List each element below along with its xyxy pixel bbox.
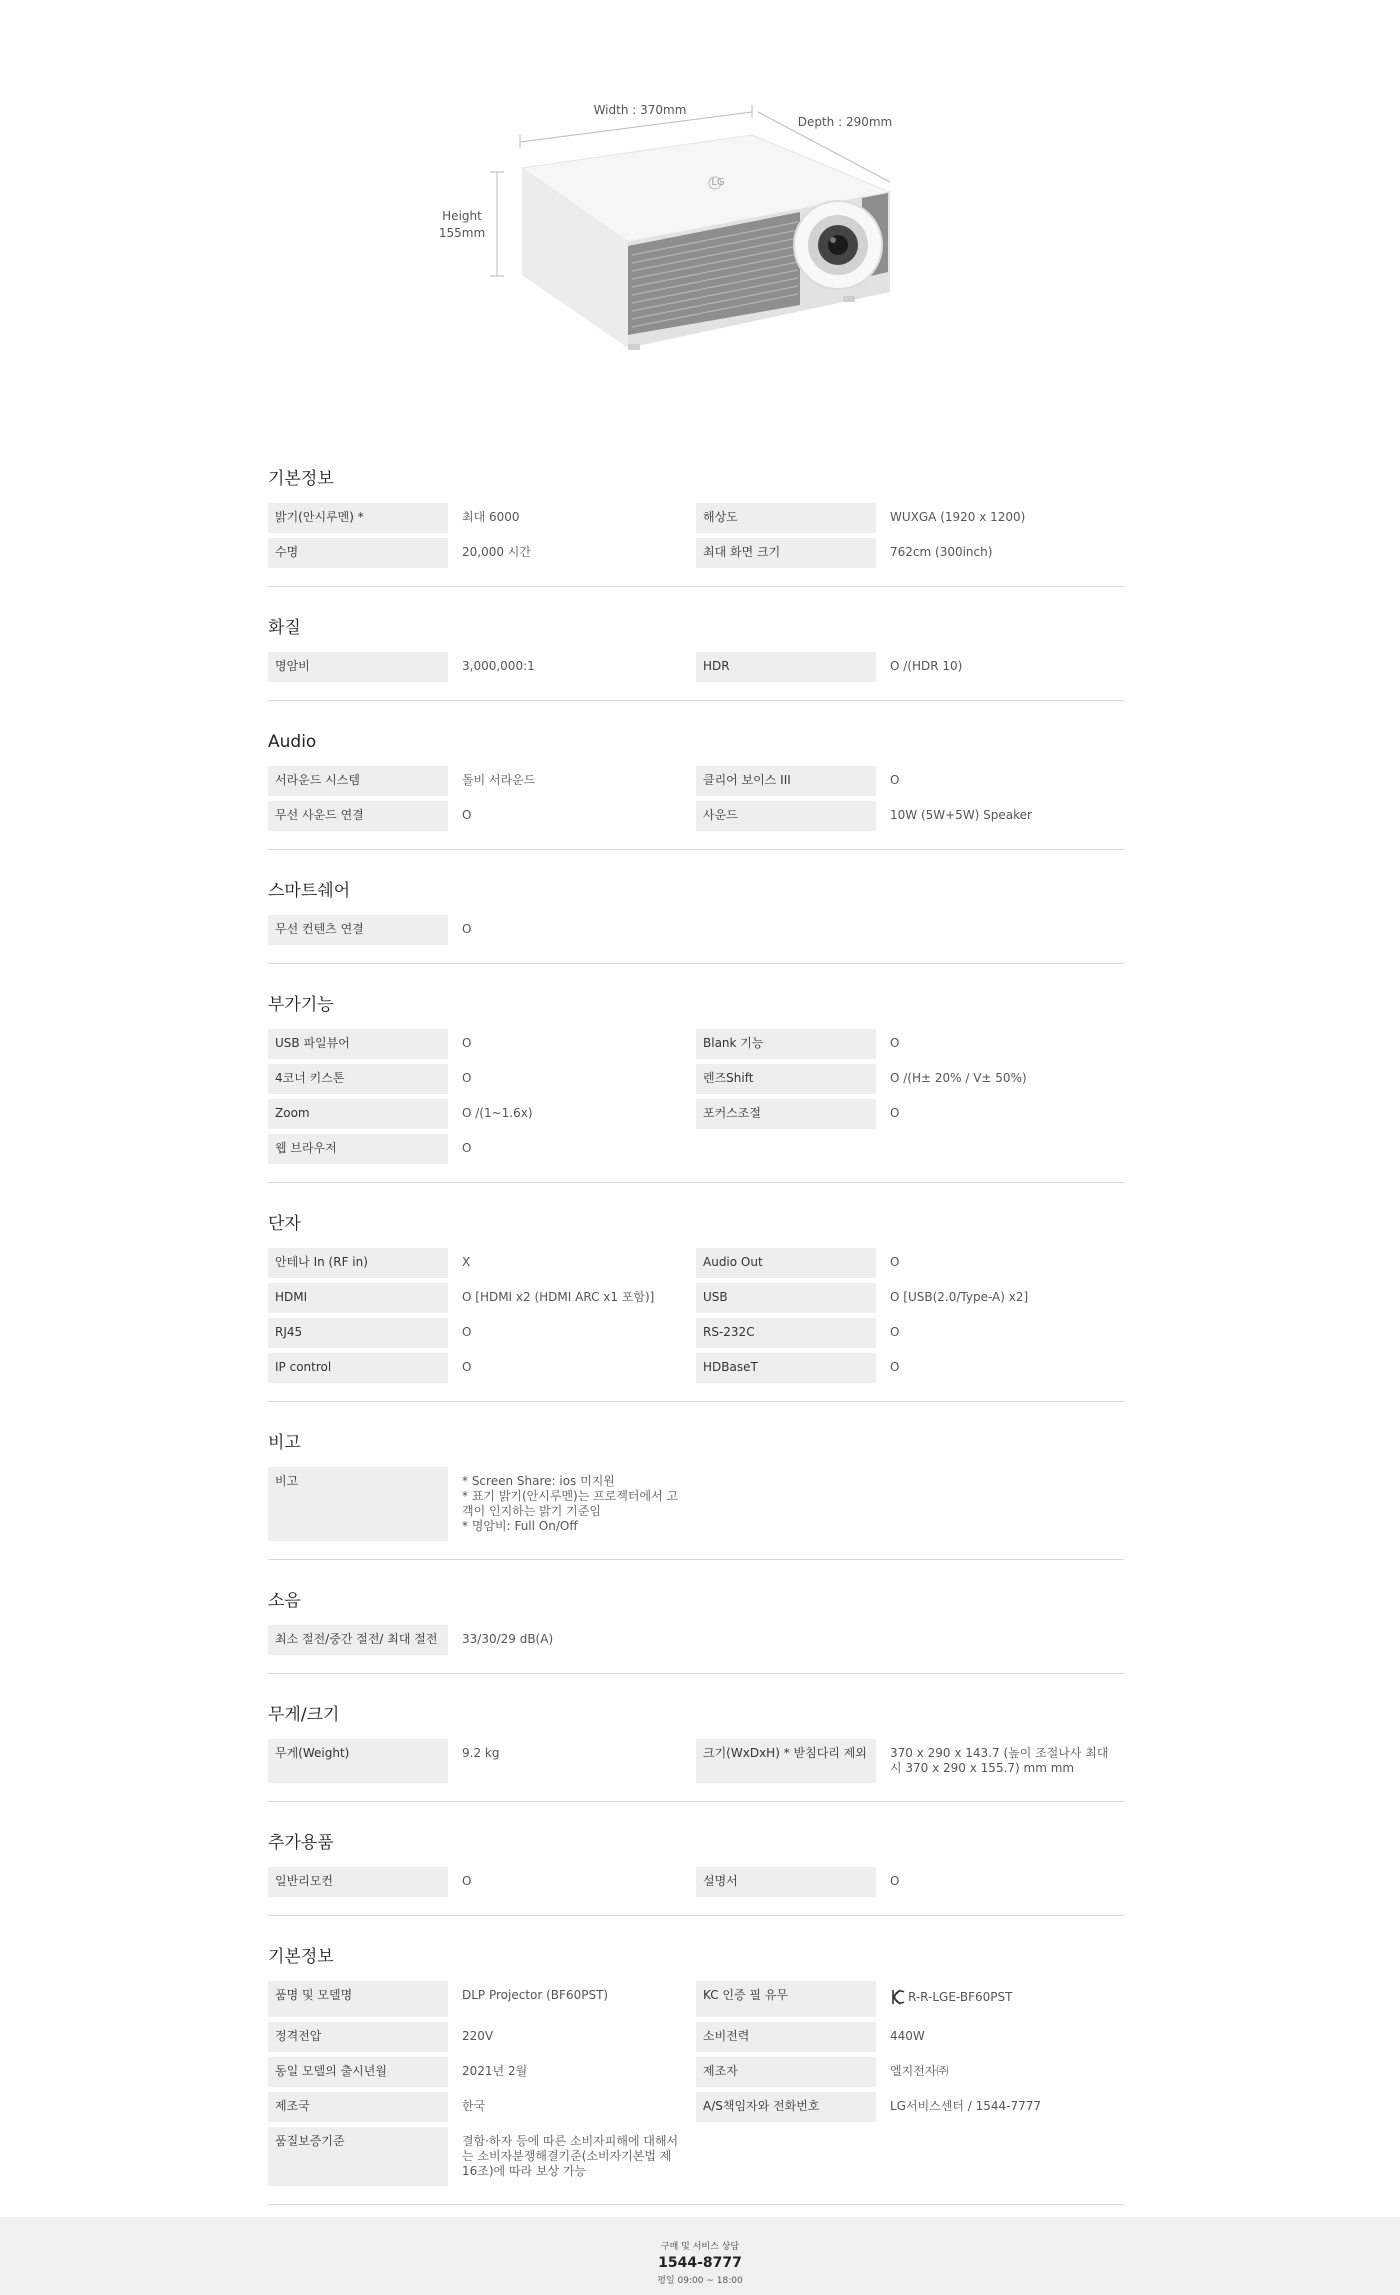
spec-label: HDMI — [268, 1283, 448, 1313]
spec-section — [268, 468, 1124, 587]
spec-label: 4코너 키스톤 — [268, 1064, 448, 1094]
spec-grid — [268, 1867, 1124, 1897]
spec-label: 크기(WxDxH) * 받침다리 제외 — [696, 1739, 876, 1783]
spec-value — [876, 915, 1124, 945]
spec-value: O /(1~1.6x) — [462, 1106, 533, 1120]
spec-label: 최소 절전/중간 절전/ 최대 절전 — [268, 1625, 448, 1655]
spec-value: 370 x 290 x 143.7 (높이 조절나사 최대시 370 x 290 x 155.7) mm mm — [890, 1746, 1109, 1775]
spec-label: 수명 — [268, 538, 448, 568]
spec-grid — [268, 1248, 1124, 1383]
spec-label — [696, 1467, 876, 1541]
spec-label: 품질보증기준 — [268, 2127, 448, 2186]
spec-label: 사운드 — [696, 801, 876, 831]
spec-section — [268, 1946, 1124, 2205]
spec-value: O — [462, 922, 472, 936]
spec-value: 10W (5W+5W) Speaker — [890, 808, 1032, 822]
spec-grid — [268, 1739, 1124, 1783]
brand-logo: LG — [711, 177, 725, 188]
spec-value: * Screen Share: ios 미지원 * 표기 밝기(안시루멘)는 프로젝터에서 고객이 인지하는 밝기 기준임 * 명암비: Full On/Off — [462, 1474, 679, 1533]
spec-label: 클리어 보이스 III — [696, 766, 876, 796]
section-title: 부가기능 — [268, 995, 334, 1015]
spec-label — [696, 1134, 876, 1164]
spec-value — [876, 2127, 1124, 2186]
spec-grid — [268, 503, 1124, 568]
section-title: 추가용품 — [268, 1833, 334, 1853]
spec-value — [876, 1134, 1124, 1164]
spec-value: O — [462, 1141, 472, 1155]
height-label-value: 155mm — [438, 226, 486, 240]
spec-value: O — [890, 773, 900, 787]
spec-label: 무게(Weight) — [268, 1739, 448, 1783]
spec-label: USB 파일뷰어 — [268, 1029, 448, 1059]
spec-value: 33/30/29 dB(A) — [462, 1632, 554, 1646]
projector-image — [0, 0, 1400, 400]
spec-value: LG서비스센터 / 1544-7777 — [890, 2099, 1042, 2113]
spec-value: 2021년 2월 — [462, 2064, 528, 2078]
spec-value: 3,000,000:1 — [462, 659, 535, 673]
spec-value: O — [890, 1874, 900, 1888]
spec-label: 정격전압 — [268, 2022, 448, 2052]
section-title: Audio — [268, 732, 317, 752]
spec-section — [268, 1832, 1124, 1916]
spec-value: 돌비 서라운드 — [462, 773, 536, 787]
spec-label: 제조국 — [268, 2092, 448, 2122]
spec-value: 최대 6000 — [462, 510, 520, 524]
spec-grid — [268, 915, 1124, 945]
spec-value: O — [890, 1106, 900, 1120]
section-title: 화질 — [268, 618, 301, 638]
spec-value: O — [462, 1325, 472, 1339]
spec-value: WUXGA (1920 x 1200) — [890, 510, 1026, 524]
spec-label: 서라운드 시스템 — [268, 766, 448, 796]
section-title: 기본정보 — [268, 469, 334, 489]
spec-label: Audio Out — [696, 1248, 876, 1278]
spec-value: O — [890, 1255, 900, 1269]
spec-value: O /(H± 20% / V± 50%) — [890, 1071, 1027, 1085]
spec-grid — [268, 652, 1124, 682]
spec-section — [268, 994, 1124, 1183]
spec-value: 440W — [890, 2029, 925, 2043]
contact-footer — [0, 2217, 1400, 2295]
footer-label: 구매 및 서비스 상담 — [660, 2242, 740, 2252]
spec-label: 일반리모컨 — [268, 1867, 448, 1897]
spec-label: RS-232C — [696, 1318, 876, 1348]
footer-phone[interactable]: 1544-8777 — [658, 2255, 742, 2271]
spec-label: 품명 및 모델명 — [268, 1981, 448, 2017]
spec-value: 한국 — [462, 2099, 486, 2113]
spec-section — [268, 1213, 1124, 1402]
spec-label: Zoom — [268, 1099, 448, 1129]
spec-section — [268, 1704, 1124, 1802]
section-title: 단자 — [268, 1214, 301, 1234]
spec-label: 해상도 — [696, 503, 876, 533]
spec-value: O [HDMI x2 (HDMI ARC x1 포함)] — [462, 1290, 655, 1304]
spec-grid — [268, 1467, 1124, 1541]
spec-section — [268, 1432, 1124, 1560]
spec-value: 762cm (300inch) — [890, 545, 993, 559]
product-hero — [0, 0, 1400, 400]
spec-label: 최대 화면 크기 — [696, 538, 876, 568]
spec-value — [876, 1467, 1124, 1541]
spec-value: O — [462, 1360, 472, 1374]
kc-mark-icon — [890, 1988, 906, 2006]
spec-label: HDBaseT — [696, 1353, 876, 1383]
width-label: Width : 370mm — [593, 103, 687, 117]
spec-label: Blank 기능 — [696, 1029, 876, 1059]
spec-label: 밝기(안시루멘) * — [268, 503, 448, 533]
section-title: 스마트쉐어 — [268, 881, 351, 901]
footer-hours: 평일 09:00 ~ 18:00 — [657, 2276, 743, 2286]
spec-value: O — [462, 1874, 472, 1888]
spec-value: 220V — [462, 2029, 494, 2043]
spec-value: O — [462, 808, 472, 822]
spec-label: RJ45 — [268, 1318, 448, 1348]
spec-sheet — [268, 468, 1124, 2235]
spec-label: 무선 컨텐츠 연결 — [268, 915, 448, 945]
section-title: 무게/크기 — [268, 1705, 340, 1725]
spec-label: 포커스조절 — [696, 1099, 876, 1129]
spec-grid — [268, 1029, 1124, 1164]
height-label — [432, 208, 492, 242]
spec-value: O — [462, 1071, 472, 1085]
spec-value: O — [890, 1036, 900, 1050]
spec-value: 9.2 kg — [462, 1746, 500, 1760]
spec-value: 엘지전자㈜ — [890, 2064, 949, 2078]
spec-label: 무선 사운드 연결 — [268, 801, 448, 831]
spec-value: DLP Projector (BF60PST) — [462, 1988, 609, 2002]
spec-section — [268, 617, 1124, 701]
kc-number: R-R-LGE-BF60PST — [908, 1989, 1013, 2004]
height-label-title: Height — [442, 209, 482, 223]
spec-label — [696, 2127, 876, 2186]
spec-label: KC 인증 필 유무 — [696, 1981, 876, 2017]
section-title: 비고 — [268, 1433, 301, 1453]
spec-value — [876, 1625, 1124, 1655]
kc-certification — [890, 1988, 1012, 2006]
spec-label: 명암비 — [268, 652, 448, 682]
spec-label: 웹 브라우저 — [268, 1134, 448, 1164]
spec-value: O [USB(2.0/Type-A) x2] — [890, 1290, 1029, 1304]
spec-section — [268, 1590, 1124, 1674]
spec-label: IP control — [268, 1353, 448, 1383]
spec-value: O /(HDR 10) — [890, 659, 963, 673]
spec-label: A/S책임자와 전화번호 — [696, 2092, 876, 2122]
spec-label — [696, 915, 876, 945]
spec-value: O — [890, 1325, 900, 1339]
spec-label — [696, 1625, 876, 1655]
spec-value — [876, 1981, 1124, 2017]
spec-value: X — [462, 1255, 471, 1269]
section-title: 소음 — [268, 1591, 301, 1611]
spec-value: O — [890, 1360, 900, 1374]
spec-label: HDR — [696, 652, 876, 682]
spec-label: 동일 모델의 출시년월 — [268, 2057, 448, 2087]
spec-grid — [268, 766, 1124, 831]
spec-label: 안테나 In (RF in) — [268, 1248, 448, 1278]
depth-label: Depth : 290mm — [797, 115, 893, 129]
spec-label: 제조자 — [696, 2057, 876, 2087]
spec-grid — [268, 1981, 1124, 2186]
spec-value: O — [462, 1036, 472, 1050]
spec-label: 렌즈Shift — [696, 1064, 876, 1094]
spec-label: 설명서 — [696, 1867, 876, 1897]
spec-label: USB — [696, 1283, 876, 1313]
spec-label: 소비전력 — [696, 2022, 876, 2052]
spec-value: 결함·하자 등에 따른 소비자피해에 대해서는 소비자분쟁해결기준(소비자기본법 제16조)에 따라 보상 가능 — [462, 2134, 679, 2178]
spec-section — [268, 731, 1124, 850]
spec-section — [268, 880, 1124, 964]
spec-label: 비고 — [268, 1467, 448, 1541]
spec-grid — [268, 1625, 1124, 1655]
spec-value: 20,000 시간 — [462, 545, 531, 559]
section-title: 기본정보 — [268, 1947, 334, 1967]
